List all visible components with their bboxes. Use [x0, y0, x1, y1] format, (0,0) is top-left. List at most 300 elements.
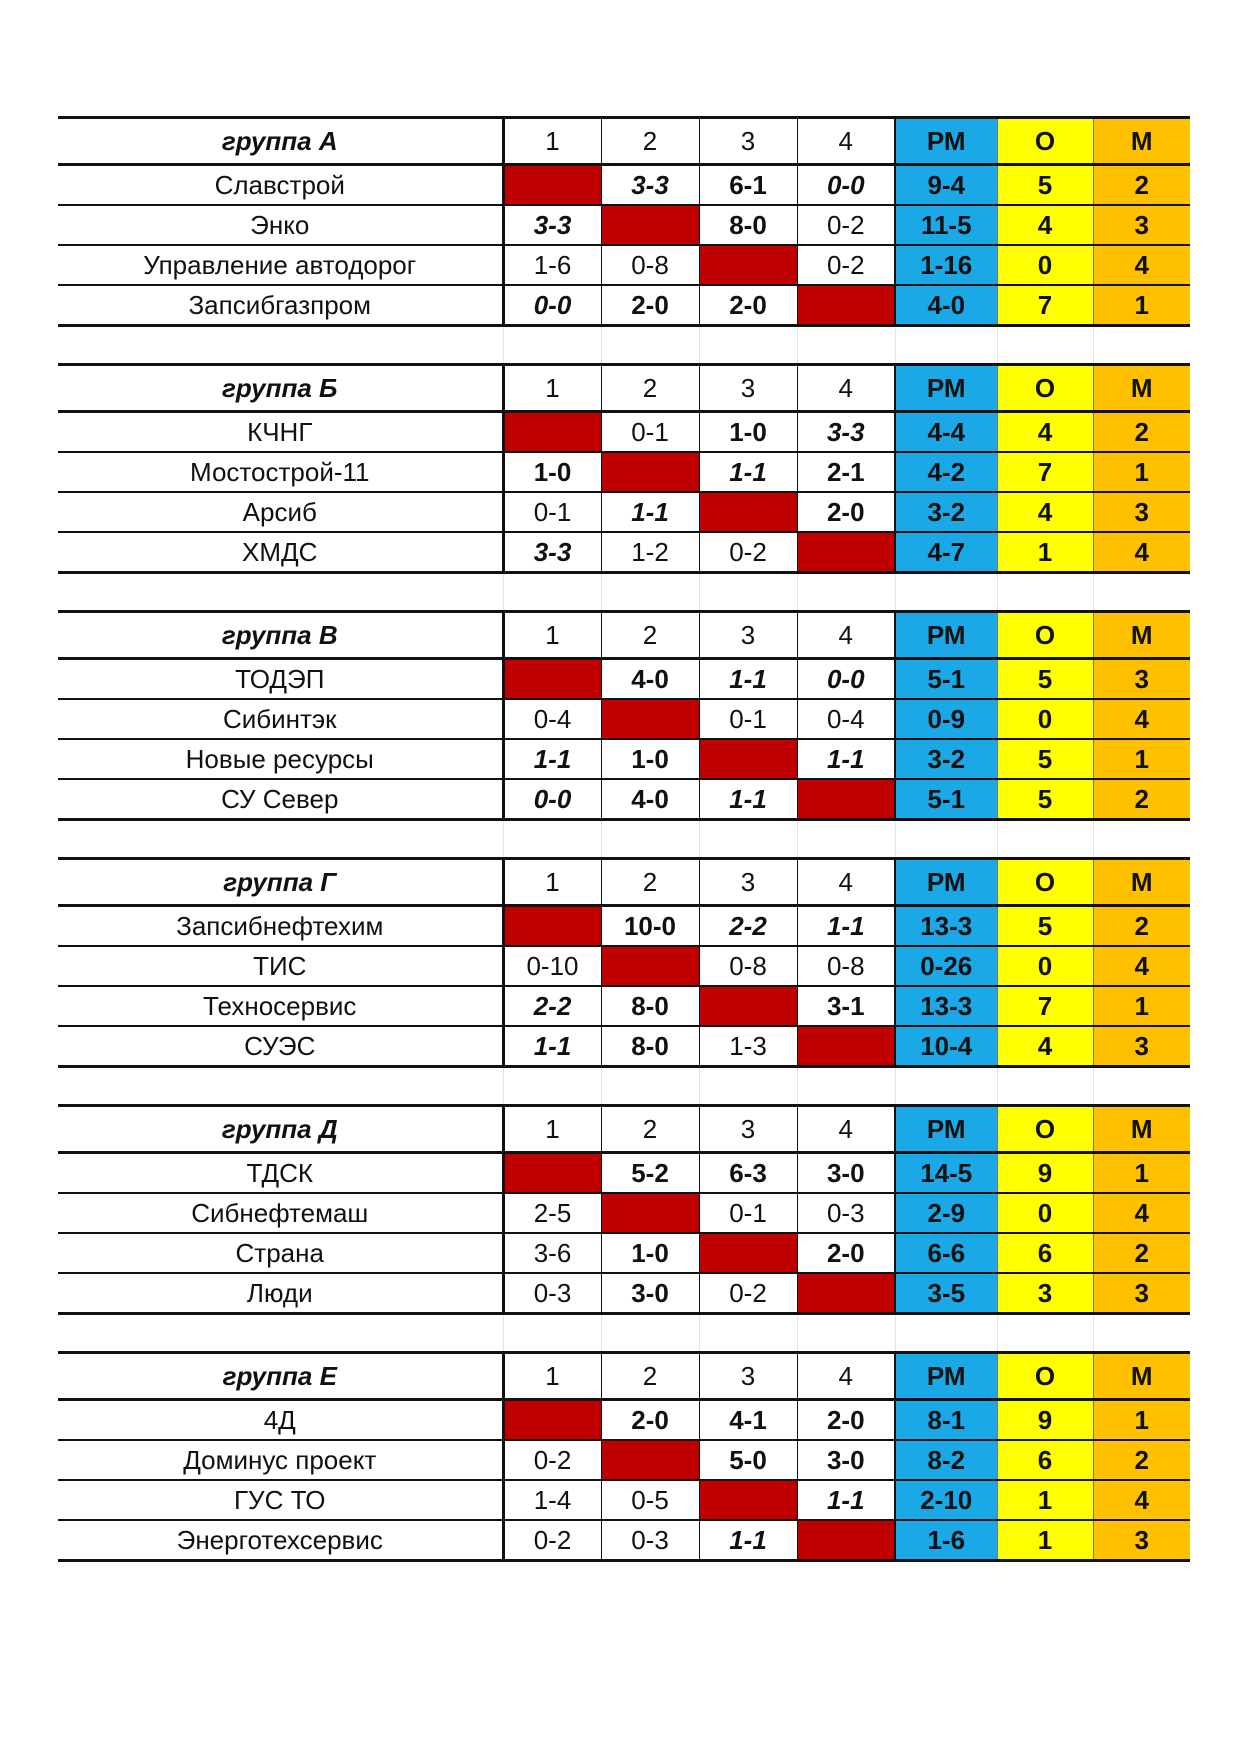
score-cell: 3-1 [797, 986, 895, 1026]
col-header: 1 [503, 1353, 601, 1400]
self-match-cell [797, 779, 895, 820]
group-table [58, 1104, 1190, 1315]
goals-cell: 8-1 [895, 1400, 997, 1441]
gridline [797, 327, 798, 363]
place-cell: 4 [1093, 699, 1190, 739]
points-cell: 5 [997, 659, 1093, 700]
team-name: 4Д [58, 1400, 503, 1441]
group-header-row [58, 612, 1190, 659]
gridline [503, 574, 504, 610]
team-name: Страна [58, 1233, 503, 1273]
score-cell: 3-0 [601, 1273, 699, 1314]
team-name: ТОДЭП [58, 659, 503, 700]
score-cell: 0-0 [797, 165, 895, 206]
score-cell: 1-0 [699, 412, 797, 453]
col-header-o: О [997, 1106, 1093, 1153]
score-cell: 2-0 [797, 1400, 895, 1441]
score-cell: 2-0 [699, 285, 797, 326]
score-cell: 0-1 [699, 699, 797, 739]
self-match-cell [503, 1400, 601, 1441]
team-name: Запсибнефтехим [58, 906, 503, 947]
place-cell: 2 [1093, 165, 1190, 206]
goals-cell: 4-4 [895, 412, 997, 453]
score-cell: 2-0 [601, 1400, 699, 1441]
gridline [503, 1068, 504, 1104]
score-cell: 1-1 [699, 1520, 797, 1561]
score-cell: 10-0 [601, 906, 699, 947]
points-cell: 1 [997, 532, 1093, 573]
team-name: ХМДС [58, 532, 503, 573]
score-cell: 8-0 [699, 205, 797, 245]
points-cell: 7 [997, 986, 1093, 1026]
gridline [699, 1068, 700, 1104]
place-cell: 1 [1093, 739, 1190, 779]
gridline [797, 574, 798, 610]
place-cell: 2 [1093, 1440, 1190, 1480]
team-row [58, 532, 1190, 573]
goals-cell: 3-5 [895, 1273, 997, 1314]
self-match-cell [601, 205, 699, 245]
col-header: 1 [503, 118, 601, 165]
self-match-cell [503, 1153, 601, 1194]
group-table [58, 1351, 1190, 1562]
gridline [503, 1315, 504, 1351]
points-cell: 3 [997, 1273, 1093, 1314]
score-cell: 1-1 [601, 492, 699, 532]
col-header-o: О [997, 118, 1093, 165]
goals-cell: 1-16 [895, 245, 997, 285]
place-cell: 3 [1093, 492, 1190, 532]
score-cell: 0-4 [797, 699, 895, 739]
team-row [58, 1026, 1190, 1067]
team-row [58, 1233, 1190, 1273]
score-cell: 1-1 [699, 779, 797, 820]
self-match-cell [699, 739, 797, 779]
score-cell: 1-0 [601, 739, 699, 779]
gridline [797, 1068, 798, 1104]
team-name: Сибинтэк [58, 699, 503, 739]
score-cell: 1-1 [503, 1026, 601, 1067]
col-header: 4 [797, 1106, 895, 1153]
team-row [58, 452, 1190, 492]
points-cell: 5 [997, 165, 1093, 206]
place-cell: 1 [1093, 1400, 1190, 1441]
col-header: 1 [503, 1106, 601, 1153]
gridline [797, 1315, 798, 1351]
col-header: 2 [601, 365, 699, 412]
col-header-m: М [1093, 118, 1190, 165]
group-name: группа Б [58, 365, 503, 412]
col-header-rm: РМ [895, 612, 997, 659]
score-cell: 3-3 [797, 412, 895, 453]
team-row [58, 412, 1190, 453]
self-match-cell [503, 906, 601, 947]
score-cell: 0-8 [699, 946, 797, 986]
score-cell: 0-0 [797, 659, 895, 700]
team-name: ТИС [58, 946, 503, 986]
goals-cell: 1-6 [895, 1520, 997, 1561]
place-cell: 3 [1093, 1520, 1190, 1561]
col-header: 2 [601, 612, 699, 659]
self-match-cell [699, 986, 797, 1026]
gridline [503, 821, 504, 857]
gridline [1093, 1068, 1094, 1104]
gridline [895, 574, 896, 610]
place-cell: 3 [1093, 205, 1190, 245]
col-header-o: О [997, 859, 1093, 906]
score-cell: 2-0 [601, 285, 699, 326]
team-row [58, 779, 1190, 820]
group-table [58, 363, 1190, 574]
score-cell: 0-1 [699, 1193, 797, 1233]
col-header-rm: РМ [895, 118, 997, 165]
group-table [58, 857, 1190, 1068]
gridline [699, 821, 700, 857]
self-match-cell [797, 285, 895, 326]
score-cell: 1-1 [503, 739, 601, 779]
score-cell: 0-3 [601, 1520, 699, 1561]
col-header: 3 [699, 612, 797, 659]
score-cell: 6-3 [699, 1153, 797, 1194]
col-header: 4 [797, 859, 895, 906]
score-cell: 0-0 [503, 285, 601, 326]
team-name: Техносервис [58, 986, 503, 1026]
self-match-cell [601, 946, 699, 986]
col-header-rm: РМ [895, 859, 997, 906]
score-cell: 2-5 [503, 1193, 601, 1233]
gridline [601, 1315, 602, 1351]
self-match-cell [797, 1273, 895, 1314]
col-header: 1 [503, 365, 601, 412]
goals-cell: 2-9 [895, 1193, 997, 1233]
score-cell: 0-3 [503, 1273, 601, 1314]
gridline [699, 1315, 700, 1351]
team-row [58, 1193, 1190, 1233]
team-name: ГУС ТО [58, 1480, 503, 1520]
team-row [58, 1480, 1190, 1520]
group-spacer [58, 821, 1190, 857]
team-name: Славстрой [58, 165, 503, 206]
group-spacer [58, 574, 1190, 610]
place-cell: 4 [1093, 946, 1190, 986]
standings-sheet [58, 116, 1190, 1562]
gridline [997, 1068, 998, 1104]
self-match-cell [601, 1193, 699, 1233]
score-cell: 0-10 [503, 946, 601, 986]
place-cell: 1 [1093, 285, 1190, 326]
points-cell: 1 [997, 1480, 1093, 1520]
col-header-rm: РМ [895, 1106, 997, 1153]
goals-cell: 10-4 [895, 1026, 997, 1067]
team-row [58, 946, 1190, 986]
points-cell: 0 [997, 245, 1093, 285]
score-cell: 2-1 [797, 452, 895, 492]
score-cell: 0-1 [503, 492, 601, 532]
place-cell: 1 [1093, 452, 1190, 492]
col-header: 2 [601, 859, 699, 906]
goals-cell: 0-26 [895, 946, 997, 986]
place-cell: 4 [1093, 532, 1190, 573]
score-cell: 0-2 [503, 1520, 601, 1561]
goals-cell: 11-5 [895, 205, 997, 245]
team-row [58, 1153, 1190, 1194]
group-table [58, 116, 1190, 327]
points-cell: 9 [997, 1400, 1093, 1441]
points-cell: 6 [997, 1233, 1093, 1273]
place-cell: 3 [1093, 659, 1190, 700]
team-name: СУЭС [58, 1026, 503, 1067]
score-cell: 5-2 [601, 1153, 699, 1194]
score-cell: 3-0 [797, 1440, 895, 1480]
team-row [58, 986, 1190, 1026]
goals-cell: 4-7 [895, 532, 997, 573]
col-header: 3 [699, 118, 797, 165]
goals-cell: 14-5 [895, 1153, 997, 1194]
gridline [997, 821, 998, 857]
score-cell: 2-2 [699, 906, 797, 947]
score-cell: 1-0 [601, 1233, 699, 1273]
group-name: группа В [58, 612, 503, 659]
col-header-m: М [1093, 859, 1190, 906]
group-header-row [58, 365, 1190, 412]
gridline [895, 327, 896, 363]
self-match-cell [503, 165, 601, 206]
goals-cell: 2-10 [895, 1480, 997, 1520]
goals-cell: 4-0 [895, 285, 997, 326]
place-cell: 1 [1093, 986, 1190, 1026]
self-match-cell [503, 659, 601, 700]
col-header: 1 [503, 859, 601, 906]
self-match-cell [601, 1440, 699, 1480]
gridline [895, 1315, 896, 1351]
group-header-row [58, 1106, 1190, 1153]
col-header-o: О [997, 365, 1093, 412]
score-cell: 4-1 [699, 1400, 797, 1441]
score-cell: 3-3 [601, 165, 699, 206]
team-row [58, 245, 1190, 285]
points-cell: 9 [997, 1153, 1093, 1194]
score-cell: 0-2 [797, 245, 895, 285]
place-cell: 2 [1093, 412, 1190, 453]
col-header: 4 [797, 118, 895, 165]
score-cell: 8-0 [601, 986, 699, 1026]
self-match-cell [797, 1026, 895, 1067]
place-cell: 2 [1093, 1233, 1190, 1273]
points-cell: 7 [997, 285, 1093, 326]
goals-cell: 8-2 [895, 1440, 997, 1480]
col-header-m: М [1093, 1353, 1190, 1400]
score-cell: 1-4 [503, 1480, 601, 1520]
place-cell: 3 [1093, 1026, 1190, 1067]
goals-cell: 13-3 [895, 986, 997, 1026]
group-spacer [58, 327, 1190, 363]
col-header-rm: РМ [895, 365, 997, 412]
score-cell: 1-1 [797, 906, 895, 947]
score-cell: 4-0 [601, 779, 699, 820]
gridline [895, 1068, 896, 1104]
col-header-m: М [1093, 612, 1190, 659]
score-cell: 1-1 [797, 1480, 895, 1520]
goals-cell: 9-4 [895, 165, 997, 206]
group-spacer [58, 1068, 1190, 1104]
gridline [601, 821, 602, 857]
score-cell: 0-5 [601, 1480, 699, 1520]
score-cell: 3-6 [503, 1233, 601, 1273]
score-cell: 0-0 [503, 779, 601, 820]
score-cell: 6-1 [699, 165, 797, 206]
score-cell: 3-3 [503, 205, 601, 245]
gridline [699, 327, 700, 363]
score-cell: 2-0 [797, 1233, 895, 1273]
team-row [58, 739, 1190, 779]
score-cell: 0-8 [601, 245, 699, 285]
team-name: Мостострой-11 [58, 452, 503, 492]
team-row [58, 1400, 1190, 1441]
score-cell: 5-0 [699, 1440, 797, 1480]
team-row [58, 699, 1190, 739]
points-cell: 5 [997, 906, 1093, 947]
points-cell: 5 [997, 739, 1093, 779]
goals-cell: 13-3 [895, 906, 997, 947]
points-cell: 0 [997, 1193, 1093, 1233]
self-match-cell [699, 245, 797, 285]
gridline [1093, 821, 1094, 857]
score-cell: 0-8 [797, 946, 895, 986]
team-row [58, 1520, 1190, 1561]
col-header: 2 [601, 118, 699, 165]
points-cell: 4 [997, 1026, 1093, 1067]
score-cell: 1-2 [601, 532, 699, 573]
col-header: 3 [699, 365, 797, 412]
group-name: группа А [58, 118, 503, 165]
group-header-row [58, 1353, 1190, 1400]
self-match-cell [699, 492, 797, 532]
points-cell: 4 [997, 412, 1093, 453]
score-cell: 0-2 [503, 1440, 601, 1480]
points-cell: 0 [997, 699, 1093, 739]
team-name: Новые ресурсы [58, 739, 503, 779]
goals-cell: 3-2 [895, 492, 997, 532]
points-cell: 5 [997, 779, 1093, 820]
score-cell: 2-2 [503, 986, 601, 1026]
gridline [1093, 574, 1094, 610]
points-cell: 1 [997, 1520, 1093, 1561]
gridline [895, 821, 896, 857]
group-name: группа Д [58, 1106, 503, 1153]
team-name: Управление автодорог [58, 245, 503, 285]
place-cell: 3 [1093, 1273, 1190, 1314]
gridline [601, 327, 602, 363]
group-table [58, 610, 1190, 821]
score-cell: 1-3 [699, 1026, 797, 1067]
score-cell: 0-3 [797, 1193, 895, 1233]
place-cell: 4 [1093, 245, 1190, 285]
group-name: группа Г [58, 859, 503, 906]
place-cell: 2 [1093, 779, 1190, 820]
gridline [997, 574, 998, 610]
col-header: 2 [601, 1106, 699, 1153]
goals-cell: 3-2 [895, 739, 997, 779]
place-cell: 4 [1093, 1480, 1190, 1520]
self-match-cell [699, 1480, 797, 1520]
score-cell: 1-1 [699, 659, 797, 700]
points-cell: 0 [997, 946, 1093, 986]
gridline [601, 1068, 602, 1104]
team-row [58, 205, 1190, 245]
team-name: Арсиб [58, 492, 503, 532]
score-cell: 0-4 [503, 699, 601, 739]
team-row [58, 165, 1190, 206]
score-cell: 0-2 [797, 205, 895, 245]
col-header-m: М [1093, 365, 1190, 412]
team-row [58, 492, 1190, 532]
team-row [58, 1440, 1190, 1480]
team-name: СУ Север [58, 779, 503, 820]
team-name: КЧНГ [58, 412, 503, 453]
col-header-rm: РМ [895, 1353, 997, 1400]
points-cell: 7 [997, 452, 1093, 492]
gridline [699, 574, 700, 610]
team-row [58, 906, 1190, 947]
score-cell: 3-3 [503, 532, 601, 573]
col-header: 4 [797, 612, 895, 659]
gridline [601, 574, 602, 610]
gridline [797, 821, 798, 857]
self-match-cell [601, 452, 699, 492]
goals-cell: 5-1 [895, 659, 997, 700]
team-name: Сибнефтемаш [58, 1193, 503, 1233]
gridline [1093, 1315, 1094, 1351]
score-cell: 4-0 [601, 659, 699, 700]
self-match-cell [601, 699, 699, 739]
col-header: 4 [797, 1353, 895, 1400]
team-name: Запсибгазпром [58, 285, 503, 326]
col-header-o: О [997, 612, 1093, 659]
group-name: группа Е [58, 1353, 503, 1400]
team-name: ТДСК [58, 1153, 503, 1194]
self-match-cell [797, 1520, 895, 1561]
place-cell: 2 [1093, 906, 1190, 947]
score-cell: 1-1 [797, 739, 895, 779]
col-header-o: О [997, 1353, 1093, 1400]
col-header: 3 [699, 1106, 797, 1153]
col-header: 3 [699, 1353, 797, 1400]
score-cell: 1-1 [699, 452, 797, 492]
points-cell: 4 [997, 205, 1093, 245]
score-cell: 0-2 [699, 532, 797, 573]
team-name: Энерготехсервис [58, 1520, 503, 1561]
col-header-m: М [1093, 1106, 1190, 1153]
place-cell: 4 [1093, 1193, 1190, 1233]
score-cell: 0-2 [699, 1273, 797, 1314]
team-row [58, 659, 1190, 700]
score-cell: 2-0 [797, 492, 895, 532]
gridline [503, 327, 504, 363]
gridline [997, 1315, 998, 1351]
points-cell: 4 [997, 492, 1093, 532]
score-cell: 3-0 [797, 1153, 895, 1194]
place-cell: 1 [1093, 1153, 1190, 1194]
group-spacer [58, 1315, 1190, 1351]
group-header-row [58, 859, 1190, 906]
team-name: Энко [58, 205, 503, 245]
self-match-cell [503, 412, 601, 453]
points-cell: 6 [997, 1440, 1093, 1480]
group-header-row [58, 118, 1190, 165]
goals-cell: 0-9 [895, 699, 997, 739]
goals-cell: 6-6 [895, 1233, 997, 1273]
team-name: Доминус проект [58, 1440, 503, 1480]
